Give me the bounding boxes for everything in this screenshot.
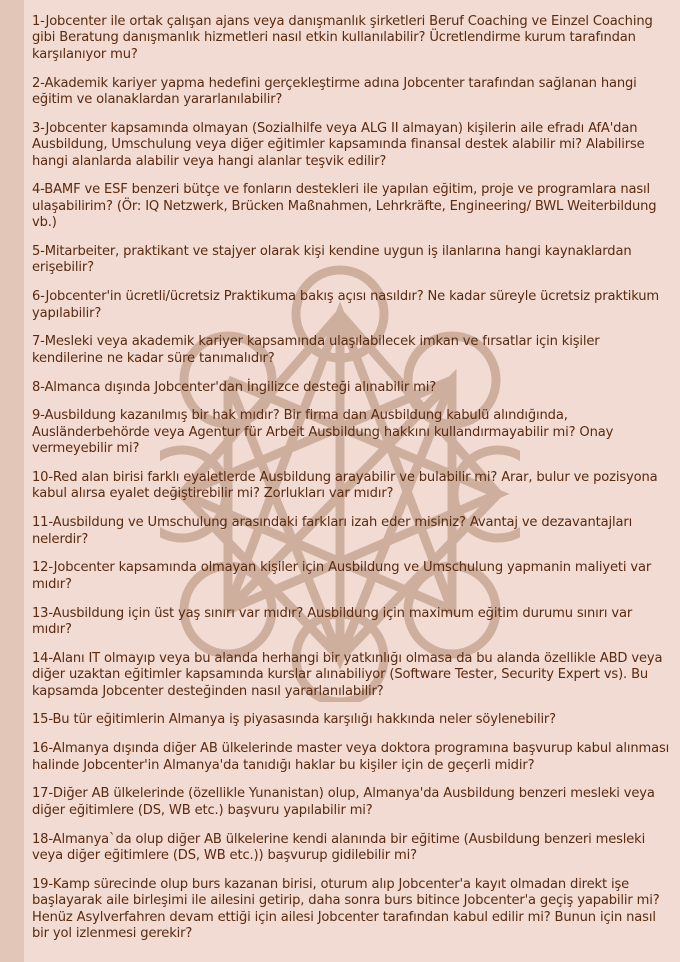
question-item: 3-Jobcenter kapsamında olmayan (Sozialhilfe veya ALG II almayan) kişilerin aile efradı AfA'dan Ausbildung, Umschulung veya diğer eğitimler kapsamında finansal destek alabilir mi? Alabilirse hangi alanlarda alabilir veya hangi alanlar teşvik edilir? (32, 120, 645, 169)
question-item: 2-Akademik kariyer yapma hedefini gerçekleştirme adına Jobcenter tarafından sağlanan hangi eğitim ve olanaklardan yararlanılabilir? (32, 75, 637, 108)
question-item: 5-Mitarbeiter, praktikant ve stajyer olarak kişi kendine uygun iş ilanlarına hangi kaynaklardan erişebilir? (32, 244, 632, 276)
question-item: 16-Almanya dışında diğer AB ülkelerinde master veya doktora programına başvurup kabul alınması halinde Jobcenter'in Almanya'da tanıdığı haklar bu kişiler için de geçerli midir? (32, 741, 670, 773)
question-item: 4-BAMF ve ESF benzeri bütçe ve fonların destekleri ile yapılan eğitim, proje ve programlara nasıl ulaşabilirim? (Ör: IQ Netzwerk, Brücken Maßnahmen, Lehrkräfte, Engineering/ BWL Weiterbildung vb.) (32, 182, 657, 231)
question-item: 11-Ausbildung ve Umschulung arasındaki farkları izah eder misiniz? Avantaj ve dezavantajları nelerdir? (32, 515, 633, 547)
question-list (32, 14, 672, 955)
question-item: 15-Bu tür eğitimlerin Almanya iş piyasasında karşılığı hakkında neler söylenebilir? (32, 712, 556, 728)
question-item: 18-Almanya`da olup diğer AB ülkelerine kendi alanında bir eğitime (Ausbildung benzeri mesleki veya diğer eğitimlere (DS, WB etc.)) başvurup gidilebilir mi? (32, 831, 646, 864)
question-item: 1-Jobcenter ile ortak çalışan ajans veya danışmanlık şirketleri Beruf Coaching ve Einzel Coaching gibi Beratung danışmanlık hizmetleri nasıl etkin kullanılabilir? Ücretlendirme kurum tarafından karşılanıyor mu? (32, 14, 653, 62)
question-item: 19-Kamp sürecinde olup burs kazanan birisi, oturum alıp Jobcenter'a kayıt olmadan direkt işe başlayarak aile birleşimi ile ailesini getirip, daha sonra burs bitince Jobcenter'a geçiş yapabilir mi? Henüz Asylverfahren devam ettiği için ailesi Jobcenter tarafından kabul edilir mi? Bunun için nasıl bir yol izlenmesi gerekir? (32, 876, 660, 942)
question-item: 7-Mesleki veya akademik kariyer kapsamında ulaşılabilecek imkan ve fırsatlar için kişiler kendilerine ne kadar süre tanımalıdır? (32, 334, 600, 366)
question-item: 10-Red alan birisi farklı eyaletlerde Ausbildung arayabilir ve bulabilir mi? Arar, bulur ve pozisyona kabul alırsa eyalet değiştirebilir mi? Zorlukları var mıdır? (32, 470, 658, 502)
left-margin-strip (0, 0, 24, 962)
question-item: 17-Diğer AB ülkelerinde (özellikle Yunanistan) olup, Almanya'da Ausbildung benzeri mesleki veya diğer eğitimlere (DS, WB etc.) başvuru yapılabilir mi? (32, 786, 655, 818)
question-item: 8-Almanca dışında Jobcenter'dan İngilizce desteği alınabilir mi? (32, 379, 437, 395)
question-item: 6-Jobcenter'in ücretli/ücretsiz Praktikuma bakış açısı nasıldır? Ne kadar süreyle ücretsiz praktikum yapılabilir? (32, 289, 660, 321)
question-item: 14-Alanı IT olmayıp veya bu alanda herhangi bir yatkınlığı olmasa da bu alanda özellikle ABD veya diğer uzaktan eğitimler kapsamında kurslar alınabiliyor (Software Tester, Security Expert vs). Bu kapsamda Jobcenter desteğinden nasıl yararlanılabilir? (32, 650, 663, 699)
question-item: 12-Jobcenter kapsamında olmayan kişiler için Ausbildung ve Umschulung yapmanin maliyeti var mıdır? (32, 560, 652, 592)
question-item: 9-Ausbildung kazanılmış bir hak mıdır? Bir firma dan Ausbildung kabulü alındığında, Ausländerbehörde veya Agentur für Arbeit Ausbildung hakkını kullandırmayabilir mi? Onay vermeyebilir mi? (32, 408, 614, 457)
question-item: 13-Ausbildung için üst yaş sınırı var mıdır? Ausbildung için maximum eğitim durumu sınırı var mıdır? (32, 605, 633, 638)
